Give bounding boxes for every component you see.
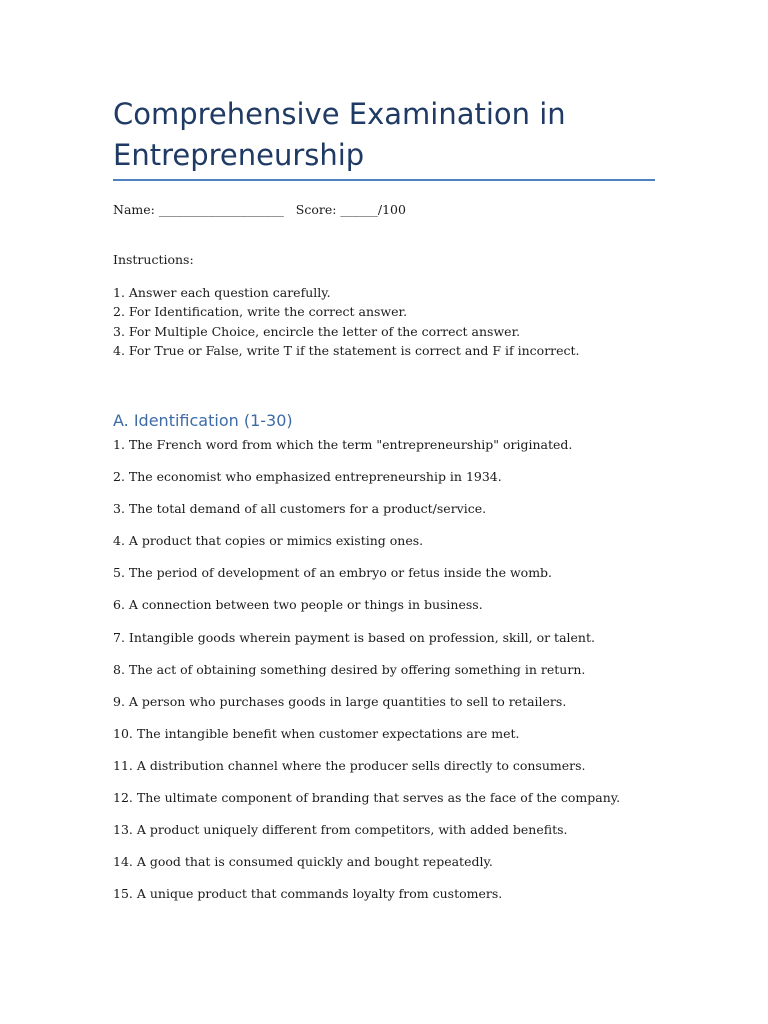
instruction-item: 1. Answer each question carefully. <box>113 285 331 300</box>
question-item: 4. A product that copies or mimics existing ones. <box>113 533 424 549</box>
question-item: 15. A unique product that commands loyalty from customers. <box>113 886 503 902</box>
question-item: 2. The economist who emphasized entrepreneurship in 1934. <box>113 469 502 485</box>
instruction-item: 4. For True or False, write T if the statement is correct and F if incorrect. <box>113 342 580 358</box>
question-item: 10. The intangible benefit when customer expectations are met. <box>113 725 520 741</box>
question-item: 8. The act of obtaining something desired by offering something in return. <box>113 661 586 677</box>
question-item: 5. The period of development of an embryo or fetus inside the womb. <box>113 565 553 581</box>
question-item: 9. A person who purchases goods in large quantities to sell to retailers. <box>113 693 567 709</box>
question-item: 6. A connection between two people or things in business. <box>113 597 483 613</box>
question-item: 7. Intangible goods wherein payment is based on profession, skill, or talent. <box>113 629 595 645</box>
instruction-item: 3. For Multiple Choice, encircle the letter of the correct answer. <box>113 323 521 339</box>
instructions-label: Instructions: <box>113 252 194 267</box>
question-item: 11. A distribution channel where the producer sells directly to consumers. <box>113 757 586 773</box>
question-item: 14. A good that is consumed quickly and bought repeatedly. <box>113 854 493 870</box>
instructions-list <box>113 283 580 360</box>
document-title: Comprehensive Examination in Entrepreneurship <box>113 97 566 172</box>
instruction-item: 2. For Identification, write the correct answer. <box>113 304 408 320</box>
score-field: Score: ______/100 <box>295 202 406 217</box>
question-item: 1. The French word from which the term "entrepreneurship" originated. <box>113 437 573 452</box>
name-field: Name: ____________________ <box>113 202 284 217</box>
question-item: 13. A product uniquely different from competitors, with added benefits. <box>113 822 568 838</box>
question-item: 3. The total demand of all customers for a product/service. <box>113 501 487 517</box>
title-divider <box>113 179 655 181</box>
identification-questions <box>113 436 620 917</box>
question-item: 12. The ultimate component of branding that serves as the face of the company. <box>113 790 621 806</box>
student-info-line <box>113 201 406 219</box>
section-a-heading: A. Identification (1-30) <box>113 411 293 430</box>
